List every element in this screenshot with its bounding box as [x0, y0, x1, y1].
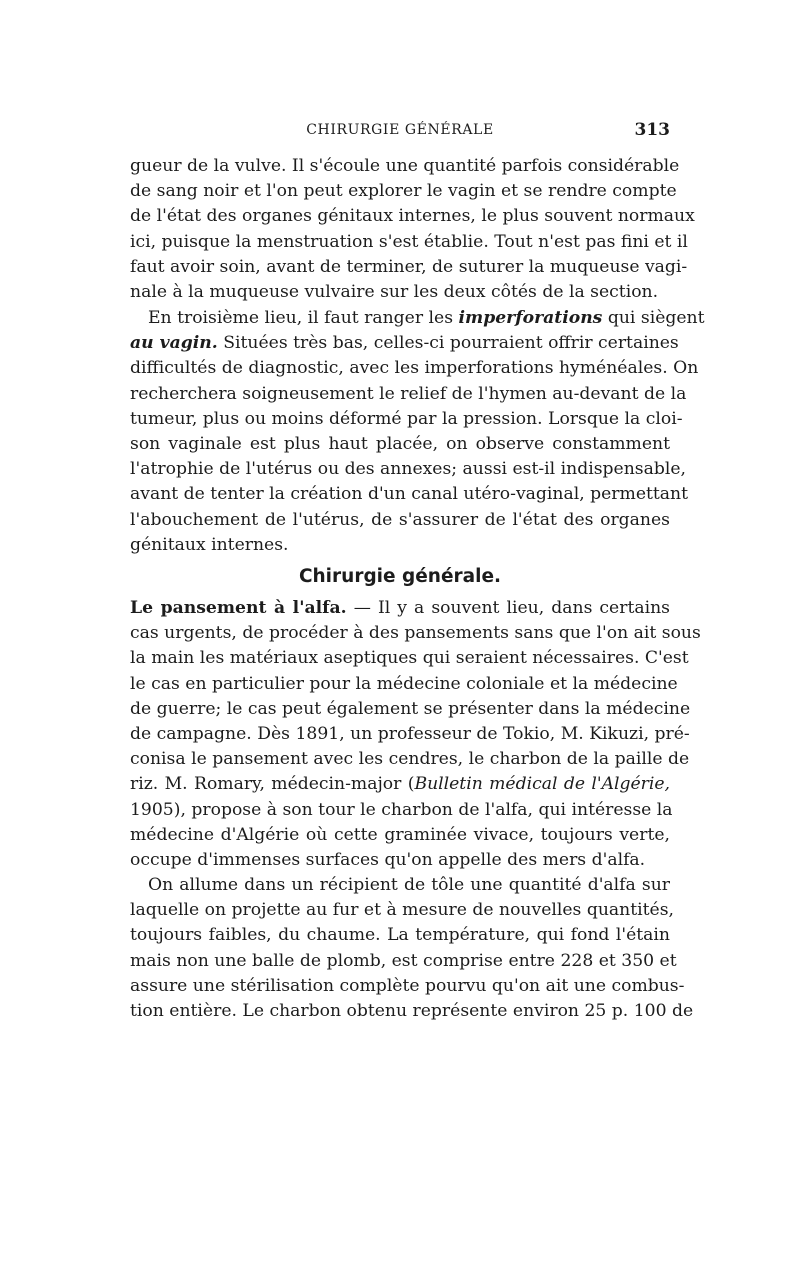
text-line: recherchera soigneusement le relief de l'hymen au-devant de la — [130, 383, 687, 404]
text-line: 1905), propose à son tour le charbon de l'alfa, qui intéresse la — [130, 799, 673, 820]
text-line — [130, 596, 670, 621]
section-heading: Chirurgie générale. — [298, 566, 502, 587]
text-line: nale à la muqueuse vulvaire sur les deux côtés de la section. — [130, 282, 659, 303]
text-line: occupe d'immenses surfaces qu'on appelle des mers d'alfa. — [130, 850, 646, 871]
running-head — [130, 120, 670, 142]
text-line: de guerre; le cas peut également se présenter dans la médecine — [130, 698, 691, 719]
text-line: l'abouchement de l'utérus, de s'assurer de l'état des organes — [130, 509, 670, 530]
text-line: son vaginale est plus haut placée, on observe constamment — [130, 434, 670, 455]
running-title: CHIRURGIE GÉNÉRALE — [306, 122, 494, 138]
text-line: la main les matériaux aseptiques qui seraient nécessaires. C'est — [130, 648, 689, 669]
italic-term: imperforations — [458, 308, 603, 328]
text-line: le cas en particulier pour la médecine coloniale et la médecine — [130, 673, 678, 694]
text-line — [130, 772, 670, 797]
text-run: riz. M. Romary, médecin-major ( — [130, 774, 415, 795]
text-line: l'atrophie de l'utérus ou des annexes; aussi est-il indispensable, — [130, 459, 686, 480]
text-line: difficultés de diagnostic, avec les imperforations hyménéales. On — [130, 358, 699, 379]
text-run: Situées très bas, celles-ci pourraient offrir certaines — [217, 333, 679, 354]
text-line: médecine d'Algérie où cette graminée vivace, toujours verte, — [130, 824, 670, 845]
text-line: de l'état des organes génitaux internes, le plus souvent normaux — [130, 206, 695, 227]
paragraph-3 — [130, 596, 701, 873]
text-run: qui siègent — [602, 308, 705, 328]
text-line: assure une stérilisation complète pourvu qu'on ait une combus- — [130, 975, 685, 996]
text-line — [130, 306, 705, 331]
text-line: tumeur, plus ou moins déformé par la pression. Lorsque la cloi- — [130, 408, 683, 429]
text-run: En troisième lieu, il faut ranger les — [148, 308, 459, 328]
text-line: génitaux internes. — [130, 534, 289, 555]
italic-term: au vagin. — [130, 333, 218, 354]
paragraph-title: Le pansement à l'alfa. — [130, 598, 347, 618]
text-line: de campagne. Dès 1891, un professeur de Tokio, M. Kikuzi, pré- — [130, 724, 690, 745]
page-number: 313 — [634, 120, 670, 140]
text-line: de sang noir et l'on peut explorer le vagin et se rendre compte — [130, 181, 677, 202]
text-line: laquelle on projette au fur et à mesure de nouvelles quantités, — [130, 900, 674, 921]
text-line: On allume dans un récipient de tôle une quantité d'alfa sur — [148, 875, 670, 895]
paragraph-4 — [130, 873, 694, 1024]
paragraph-2 — [130, 306, 705, 558]
paragraph-1 — [130, 154, 695, 305]
text-line: ici, puisque la menstruation s'est établie. Tout n'est pas fini et il — [130, 231, 688, 252]
text-line: mais non une balle de plomb, est comprise entre 228 et 350 et — [130, 950, 677, 971]
text-run: — Il y a souvent lieu, dans certains — [346, 598, 670, 618]
text-line: faut avoir soin, avant de terminer, de suturer la muqueuse vagi- — [130, 256, 688, 277]
text-line: conisa le pansement avec les cendres, le charbon de la paille de — [130, 749, 690, 770]
text-line: gueur de la vulve. Il s'écoule une quantité parfois considérable — [130, 156, 680, 176]
text-line: tion entière. Le charbon obtenu représente environ 25 p. 100 de — [130, 1001, 694, 1022]
journal-citation: Bulletin médical de l'Algérie, — [414, 774, 670, 795]
text-line: toujours faibles, du chaume. La température, qui fond l'étain — [130, 925, 670, 946]
text-line: avant de tenter la création d'un canal utéro-vaginal, permettant — [130, 484, 689, 505]
text-line: cas urgents, de procéder à des pansements sans que l'on ait sous — [130, 623, 701, 644]
text-line — [130, 331, 679, 356]
